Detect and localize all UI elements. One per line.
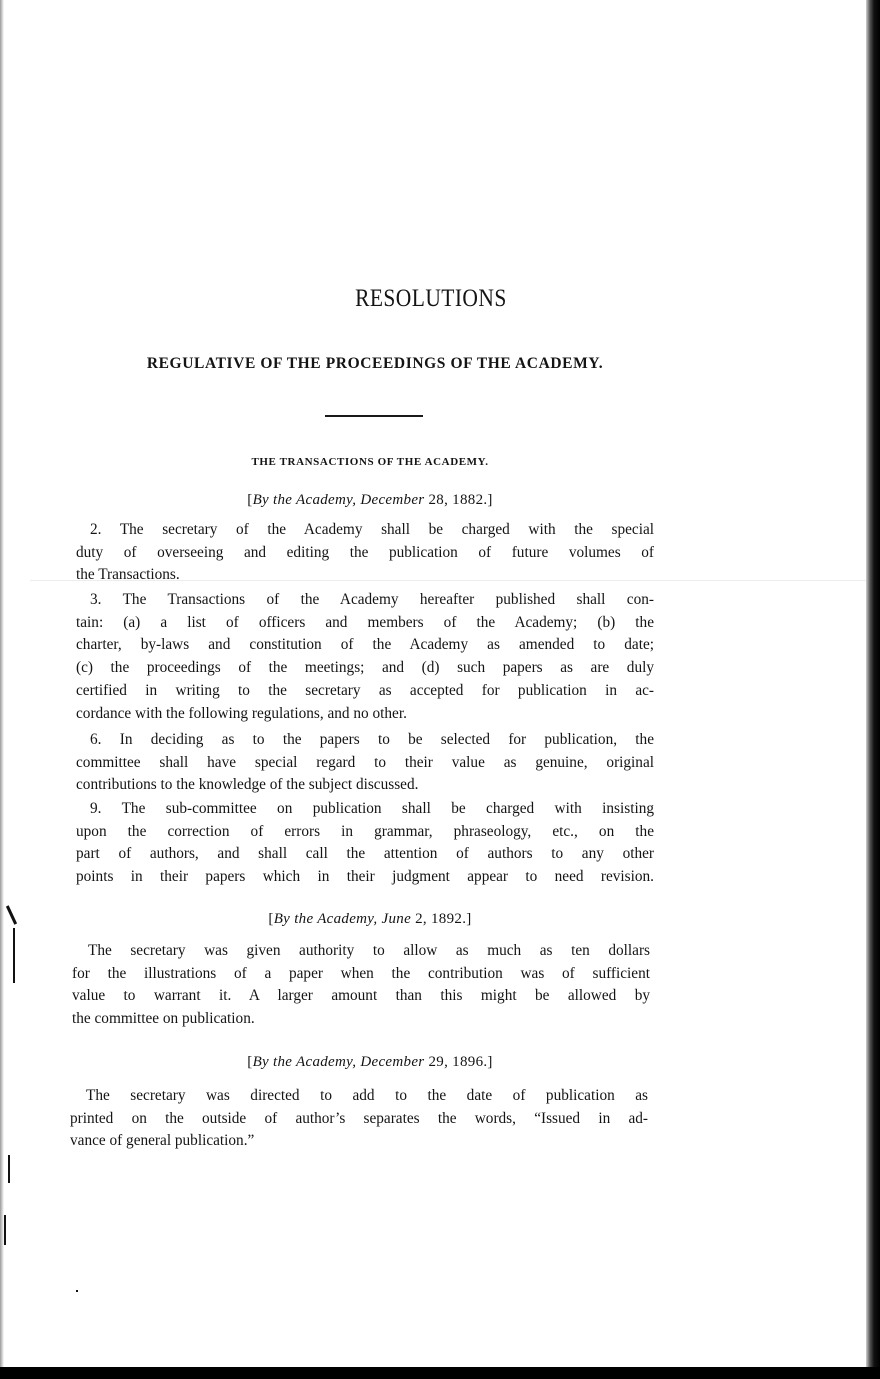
text-line: 2. The secretary of the Academy shall be charged with the special [90,521,654,538]
text-line: part of authors, and shall call the attention of authors to any other [76,845,654,863]
scan-edge-bottom [0,1367,880,1379]
text-line: committee shall have special regard to their value as genuine, original [76,753,654,771]
text-line: 3. The Transactions of the Academy hereafter published shall con- [90,591,654,608]
text-line: tain: (a) a list of officers and members of the Academy; (b) the [76,613,654,631]
text-line: The secretary was directed to add to the date of publication as [86,1087,648,1104]
section-heading: THE TRANSACTIONS OF THE ACADEMY. [251,456,489,468]
text-line: the Transactions. [76,566,180,584]
title-rule [325,415,423,417]
text-line: cordance with the following regulations, and no other. [76,704,407,722]
scan-mark [76,1290,78,1292]
resolution-2 [76,519,654,587]
text-line: vance of general publication.” [70,1132,255,1150]
text-line: printed on the outside of author’s separates the words, “Issued in ad- [70,1109,648,1127]
scan-mark [13,928,15,983]
text-line: value to warrant it. A larger amount than this might be allowed by [72,987,650,1005]
page-title: RESOLUTIONS [355,285,507,312]
resolution-9 [76,798,654,889]
dateline-1882 [0,492,740,509]
dateline-italic: By the Academy, December [252,1054,425,1070]
dateline-italic: By the Academy, June [273,911,412,927]
text-line: 9. The sub-committee on publication shall be charged with insisting [90,800,654,817]
text-line: the committee on publication. [72,1010,255,1028]
resolution-1892 [72,940,650,1031]
scan-mark [8,1155,10,1183]
text-line: points in their papers which in their judgment appear to need revision. [76,868,654,886]
resolution-3 [76,589,654,725]
dateline-open: [ [268,911,274,927]
text-line: upon the correction of errors in grammar, phraseology, etc., on the [76,822,654,840]
text-line: (c) the proceedings of the meetings; and (d) such papers as are duly [76,659,654,677]
text-line: charter, by-laws and constitution of the Academy as amended to date; [76,636,654,654]
dateline-open: [ [247,492,253,508]
text-line: The secretary was given authority to allow as much as ten dollars [88,942,650,959]
scan-edge-left [0,0,4,1379]
scan-mark [4,1215,6,1245]
scan-edge-right [866,0,880,1379]
text-line: contributions to the knowledge of the subject discussed. [76,776,419,794]
resolution-1896 [70,1085,648,1153]
text-line: for the illustrations of a paper when the contribution was of sufficient [72,964,650,982]
dateline-plain: 28, 1882.] [424,492,493,508]
page-subtitle: REGULATIVE OF THE PROCEEDINGS OF THE ACADEMY. [146,355,604,372]
resolution-6 [76,729,654,797]
dateline-1896 [0,1054,740,1071]
dateline-open: [ [247,1054,253,1070]
dateline-plain: 29, 1896.] [424,1054,493,1070]
text-line: duty of overseeing and editing the publication of future volumes of [76,543,654,561]
dateline-plain: 2, 1892.] [411,911,472,927]
text-line: certified in writing to the secretary as accepted for publication in ac- [76,681,654,699]
dateline-1892 [0,911,740,928]
text-line: 6. In deciding as to the papers to be selected for publication, the [90,731,654,748]
dateline-italic: By the Academy, December [252,492,425,508]
